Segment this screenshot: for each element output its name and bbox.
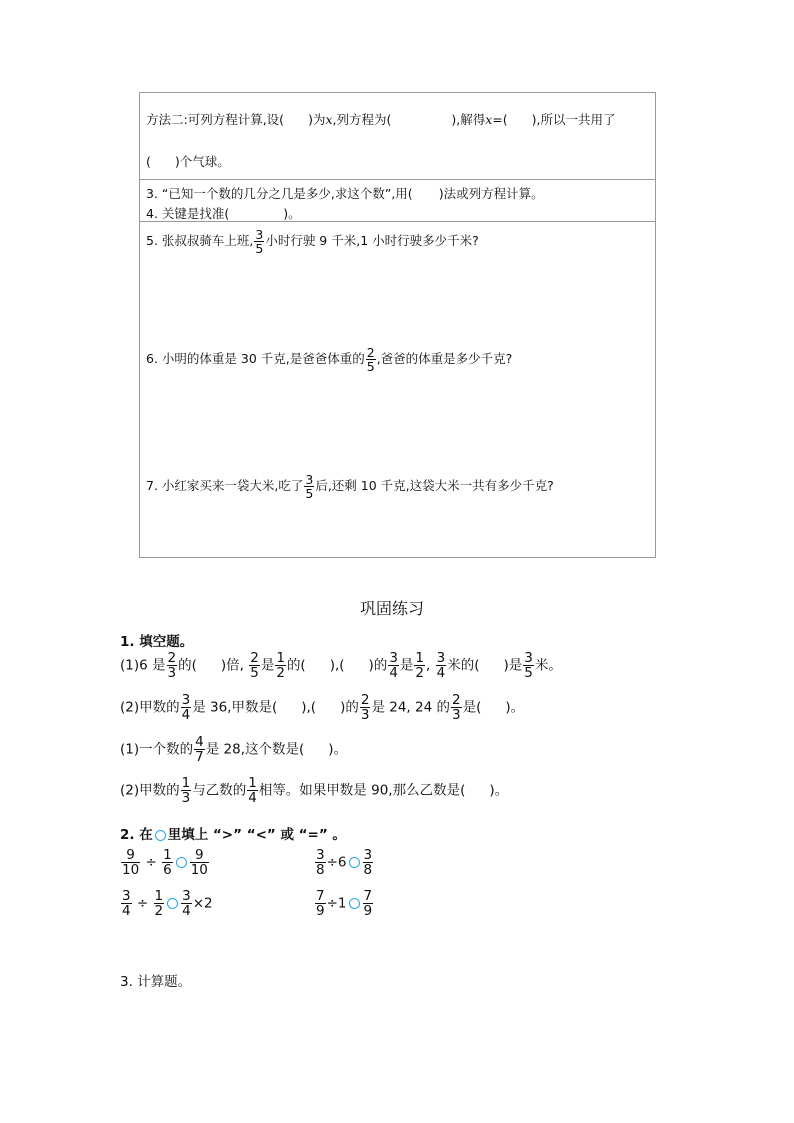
fill-blank-4: (2)甲数的 $\frac{1}{3}$ 与乙数的 $\frac{1}{4}$ 相等。如果甲数是 90,那么乙数是( )。 bbox=[120, 775, 509, 807]
compare-circle[interactable] bbox=[349, 898, 360, 909]
fill-blank-2: (2)甲数的 $\frac{3}{4}$ 是 36,甲数是( ),( )的 $\frac{2}{3}$ 是 24, 24 的 $\frac{2}{3}$ 是( )。 bbox=[120, 692, 525, 724]
compare-circle[interactable] bbox=[176, 857, 187, 868]
method-two-line: 方法二:可列方程计算,设( )为x,列方程为( ),解得x=( ),所以一共用了 bbox=[146, 112, 616, 127]
note-4: 4. 关键是找准( )。 bbox=[146, 206, 301, 221]
part-3-heading: 3. 计算题。 bbox=[120, 974, 192, 990]
note-3: 3. “已知一个数的几分之几是多少,求这个数”,用( )法或列方程计算。 bbox=[146, 186, 544, 201]
compare-circle[interactable] bbox=[349, 857, 360, 868]
part-1-heading: 1. 填空题。 bbox=[120, 634, 194, 650]
fill-blank-3: (1)一个数的 $\frac{4}{7}$ 是 28,这个数是( )。 bbox=[120, 734, 348, 766]
question-6: 6. 小明的体重是 30 千克,是爸爸体重的 $\frac{2}{5}$ ,爸爸的体重是多少千克? bbox=[146, 345, 513, 375]
compare-3: $\frac{3}{4}$ ÷ $\frac{1}{2}$ $\frac{3}{4}$ ×2 bbox=[122, 888, 213, 920]
compare-circle[interactable] bbox=[167, 898, 178, 909]
fill-blank-1: (1)6 是 $\frac{2}{3}$ 的( )倍, $\frac{2}{5}$ 是 $\frac{1}{2}$ 的( ),( )的 $\frac{3}{4}$ 是 $\frac{1}{2}$ , $\frac{3}{4}$ 米的( )是 $\frac{3}{5}$ 米。 bbox=[120, 650, 562, 682]
compare-1: $\frac{9}{10}$ ÷ $\frac{1}{6}$ $\frac{9}{10}$ bbox=[122, 847, 208, 879]
table-divider bbox=[139, 179, 655, 180]
method-two-line-2: ( )个气球。 bbox=[146, 154, 230, 169]
question-7: 7. 小红家买来一袋大米,吃了 $\frac{3}{5}$ 后,还剩 10 千克,这袋大米一共有多少千克? bbox=[146, 472, 554, 502]
compare-4: $\frac{7}{9}$ ÷1 $\frac{7}{9}$ bbox=[316, 888, 373, 920]
section-title: 巩固练习 bbox=[360, 599, 425, 618]
circle-icon bbox=[155, 830, 166, 841]
part-2-heading: 2. 在 里填上 “>” “<” 或 “=” 。 bbox=[120, 827, 346, 843]
question-5: 5. 张叔叔骑车上班, $\frac{3}{5}$ 小时行驶 9 千米,1 小时行驶多少千米? bbox=[146, 227, 479, 257]
compare-2: $\frac{3}{8}$ ÷6 $\frac{3}{8}$ bbox=[316, 847, 373, 879]
